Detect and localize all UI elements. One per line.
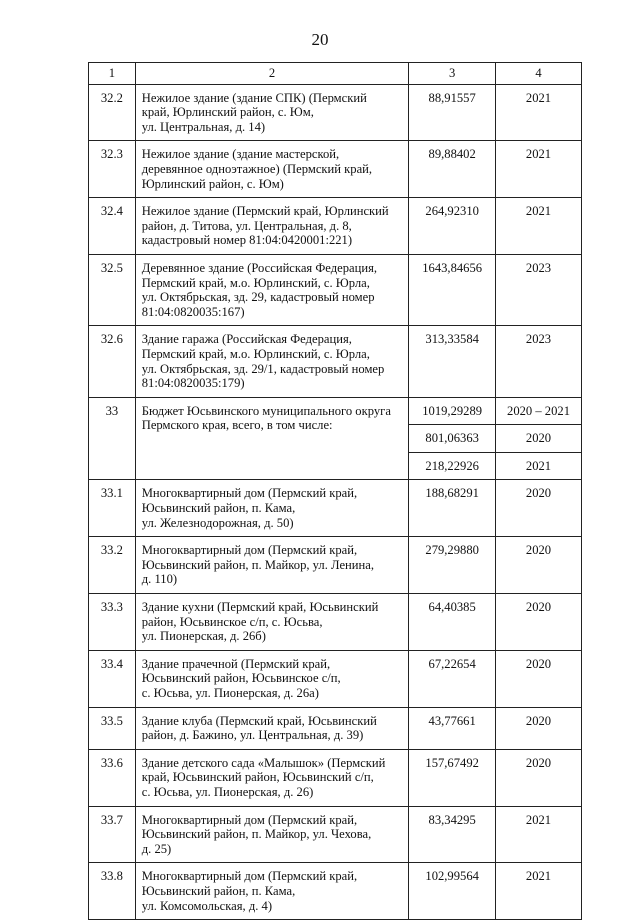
row-number: 33.6	[89, 749, 136, 806]
table-row	[89, 254, 582, 325]
row-description: Многоквартирный дом (Пермский край, Юсьвинский район, п. Майкор, ул. Чехова, д. 25)	[135, 806, 409, 863]
row-description: Здание детского сада «Малышок» (Пермский край, Юсьвинский район, Юсьвинский с/п, с. Юсьва, ул. Пионерская, д. 26)	[135, 749, 409, 806]
row-amount: 88,91557	[409, 84, 496, 141]
row-amount: 313,33584	[409, 326, 496, 397]
table-row	[89, 141, 582, 198]
row-number: 32.5	[89, 254, 136, 325]
row-year: 2021	[496, 806, 582, 863]
row-year: 2021	[496, 198, 582, 255]
row-number: 32.3	[89, 141, 136, 198]
row-description: Многоквартирный дом (Пермский край, Юсьвинский район, п. Кама, ул. Комсомольская, д. 4)	[135, 863, 409, 920]
group-amount-2020: 801,06363	[409, 425, 496, 453]
page-number: 20	[311, 30, 329, 49]
row-number: 33.4	[89, 650, 136, 707]
table-row	[89, 806, 582, 863]
row-amount: 83,34295	[409, 806, 496, 863]
row-year: 2021	[496, 84, 582, 141]
row-description: Нежилое здание (Пермский край, Юрлинский район, д. Титова, ул. Центральная, д. 8, кадастровый номер 81:04:0420001:221)	[135, 198, 409, 255]
row-amount: 102,99564	[409, 863, 496, 920]
group-year-total: 2020 – 2021	[496, 397, 582, 425]
row-year: 2020	[496, 480, 582, 537]
group-amount-2021: 218,22926	[409, 452, 496, 480]
row-number: 33.8	[89, 863, 136, 920]
table-row	[89, 480, 582, 537]
row-description: Нежилое здание (здание СПК) (Пермский край, Юрлинский район, с. Юм, ул. Центральная, д. 14)	[135, 84, 409, 141]
header-col-4: 4	[496, 63, 582, 85]
row-amount: 67,22654	[409, 650, 496, 707]
group-year-2020: 2020	[496, 425, 582, 453]
group-amount-total: 1019,29289	[409, 397, 496, 425]
row-number: 33.1	[89, 480, 136, 537]
table-row	[89, 707, 582, 749]
row-description: Здание клуба (Пермский край, Юсьвинский район, д. Бажино, ул. Центральная, д. 39)	[135, 707, 409, 749]
row-number: 32.6	[89, 326, 136, 397]
row-number: 32.2	[89, 84, 136, 141]
row-year: 2023	[496, 254, 582, 325]
row-description: Нежилое здание (здание мастерской, деревянное одноэтажное) (Пермский край, Юрлинский район, с. Юм)	[135, 141, 409, 198]
table-row	[89, 594, 582, 651]
row-amount: 188,68291	[409, 480, 496, 537]
table-row	[89, 198, 582, 255]
row-year: 2021	[496, 141, 582, 198]
row-description: Здание кухни (Пермский край, Юсьвинский район, Юсьвинское с/п, с. Юсьва, ул. Пионерская, д. 26б)	[135, 594, 409, 651]
table-row	[89, 650, 582, 707]
row-description: Деревянное здание (Российская Федерация, Пермский край, м.о. Юрлинский, с. Юрла, ул. Октябрьская, зд. 29, кадастровый номер 81:04:0820035:167)	[135, 254, 409, 325]
table-row	[89, 84, 582, 141]
row-amount: 43,77661	[409, 707, 496, 749]
row-amount: 89,88402	[409, 141, 496, 198]
row-description: Здание прачечной (Пермский край, Юсьвинский район, Юсьвинское с/п, с. Юсьва, ул. Пионерская, д. 26а)	[135, 650, 409, 707]
row-number: 32.4	[89, 198, 136, 255]
row-amount: 279,29880	[409, 537, 496, 594]
row-year: 2020	[496, 749, 582, 806]
table-row	[89, 749, 582, 806]
table-header-row	[89, 63, 582, 85]
row-number: 33.2	[89, 537, 136, 594]
group-year-2021: 2021	[496, 452, 582, 480]
group-description: Бюджет Юсьвинского муниципального округа Пермского края, всего, в том числе:	[135, 397, 409, 480]
row-number: 33.5	[89, 707, 136, 749]
row-description: Многоквартирный дом (Пермский край, Юсьвинский район, п. Майкор, ул. Ленина, д. 110)	[135, 537, 409, 594]
table-row	[89, 537, 582, 594]
row-number: 33.3	[89, 594, 136, 651]
row-year: 2023	[496, 326, 582, 397]
row-year: 2020	[496, 537, 582, 594]
group-number: 33	[89, 397, 136, 480]
header-col-1: 1	[89, 63, 136, 85]
group-row	[89, 397, 582, 425]
row-description: Многоквартирный дом (Пермский край, Юсьвинский район, п. Кама, ул. Железнодорожная, д. 50)	[135, 480, 409, 537]
row-year: 2020	[496, 707, 582, 749]
header-col-2: 2	[135, 63, 409, 85]
header-col-3: 3	[409, 63, 496, 85]
row-number: 33.7	[89, 806, 136, 863]
row-amount: 1643,84656	[409, 254, 496, 325]
table-row	[89, 326, 582, 397]
row-year: 2021	[496, 863, 582, 920]
table-row	[89, 863, 582, 920]
row-description: Здание гаража (Российская Федерация, Пермский край, м.о. Юрлинский, с. Юрла, ул. Октябрьская, зд. 29/1, кадастровый номер 81:04:0820035:179)	[135, 326, 409, 397]
budget-table	[88, 62, 582, 920]
row-year: 2020	[496, 650, 582, 707]
row-year: 2020	[496, 594, 582, 651]
row-amount: 64,40385	[409, 594, 496, 651]
row-amount: 264,92310	[409, 198, 496, 255]
row-amount: 157,67492	[409, 749, 496, 806]
